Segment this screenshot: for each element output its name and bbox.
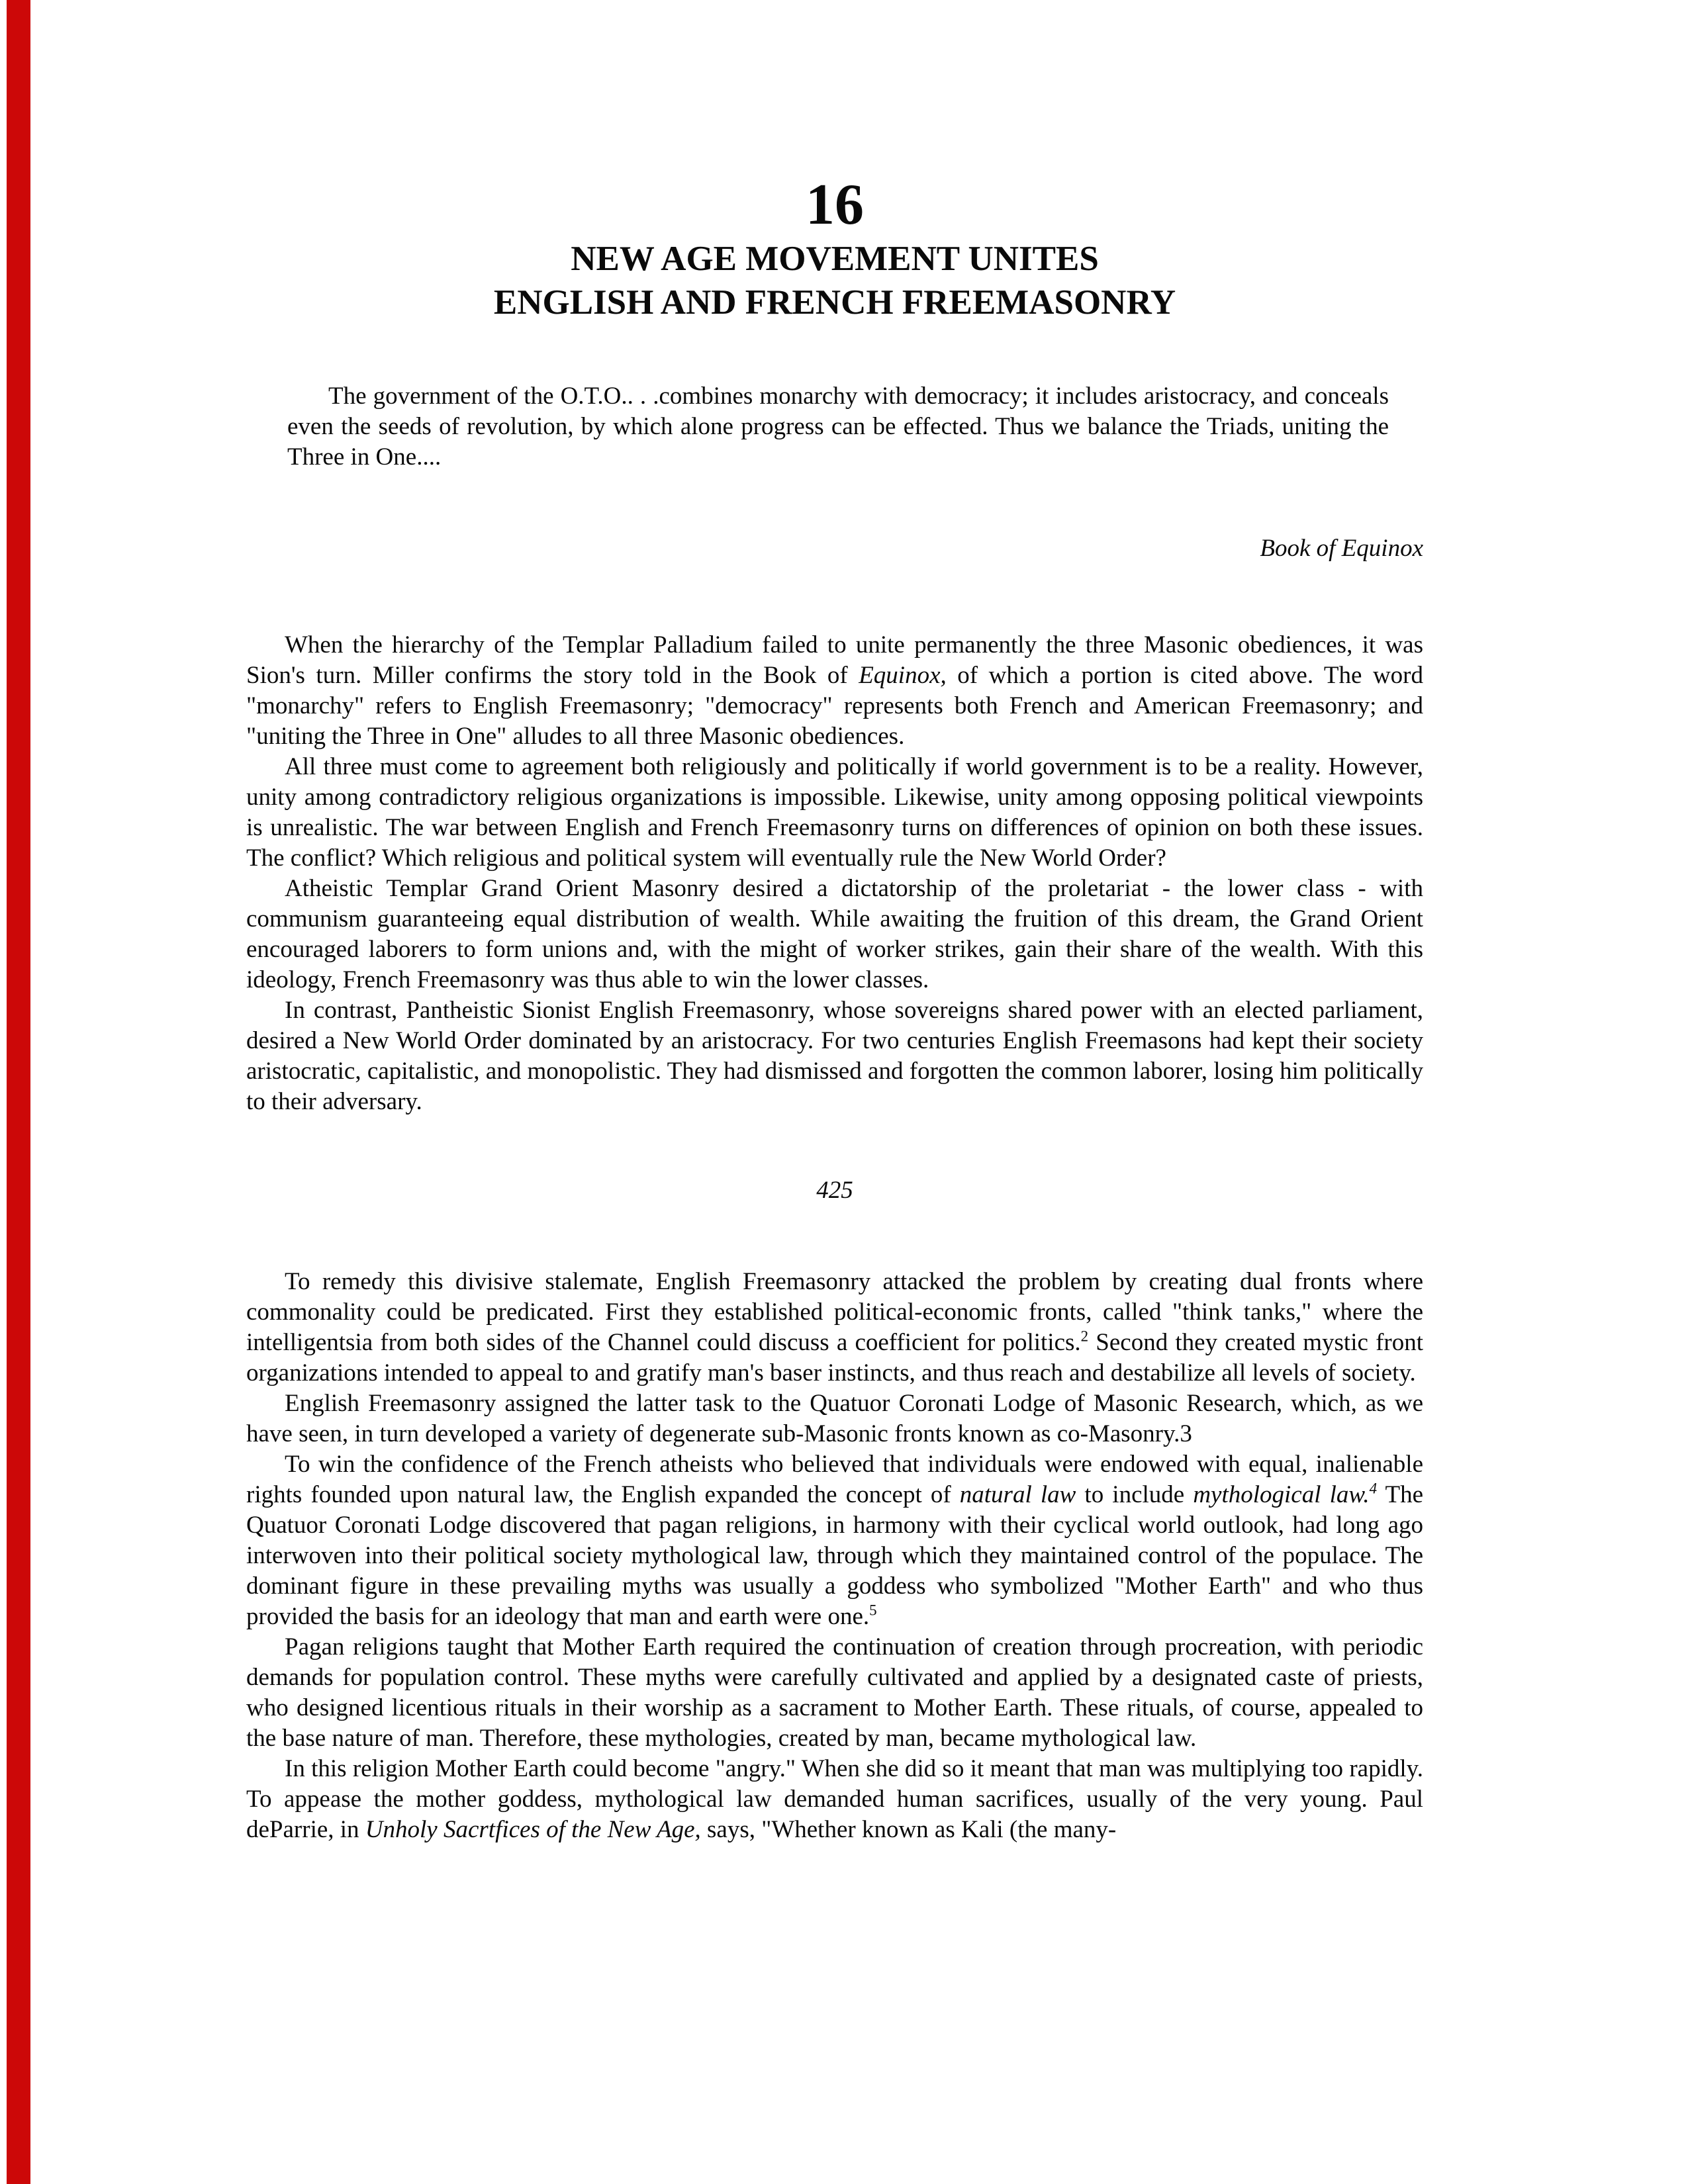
text-run: To win the confidence of the French atheists who believed that individuals were endowed with equal, inalienable rights founded upon natural law, the English expanded the concept of (246, 1451, 1423, 1508)
text-run: Second they created mystic front organizations intended to appeal to and gratify man's baser instincts, and thus reach and destabilize all levels of society. (246, 1329, 1424, 1387)
text-run: Pagan religions taught that Mother Earth required the continuation of creation through procreation, with periodic demands for population control. These myths were carefully cultivated and applied by a designated caste of priests, who designed licentious rituals in their worship as a sacrament to Mother Earth. These rituals, of course, appealed to the base nature of man. Therefore, these mythologies, created by man, became mythological law. (246, 1633, 1423, 1752)
text-run: The Quatuor Coronati Lodge discovered that pagan religions, in harmony with their cyclical world outlook, had long ago interwoven into their political society mythological law, through which they maintained control of the populace. The dominant figure in these prevailing myths was usually a goddess who symbolized "Mother Earth" and who thus provided the basis for an ideology that man and earth were one. (246, 1481, 1424, 1630)
text-run: Unholy Sacrtfices of the New Age, (365, 1816, 701, 1843)
paragraph (246, 1754, 1423, 1845)
text-run: says, "Whether known as Kali (the many- (700, 1816, 1117, 1843)
text-run: When the hierarchy of the Templar Palladium failed to unite permanently the three Masonic obediences, it was Sion's turn. Miller confirms the story told in the Book of (246, 631, 1423, 689)
text-run: English Freemasonry assigned the latter task to the Quatuor Coronati Lodge of Masonic Research, which, as we have seen, in turn developed a variety of degenerate sub-Masonic fronts known as co-Masonry.3 (246, 1390, 1423, 1447)
text-run: mythological law. (1193, 1481, 1370, 1508)
text-run: of which a portion is cited above. The word "monarchy" refers to English Freemasonry; "democracy" represents both French and American Freemasonry; and "uniting the Three in One" alludes to all three Masonic obediences. (246, 662, 1423, 750)
body-section-bottom (246, 1267, 1423, 1845)
chapter-title-line2: ENGLISH AND FRENCH FREEMASONRY (493, 283, 1176, 322)
chapter-number: 16 (806, 173, 864, 237)
text-run: In this religion Mother Earth could become "angry." When she did so it meant that man was multiplying too rapidly. To appease the mother goddess, mythological law demanded human sacrifices, usually of the very young. Paul deParrie, in (246, 1755, 1423, 1843)
paragraph (246, 752, 1423, 874)
paragraph (246, 1449, 1423, 1632)
text-run: In contrast, Pantheistic Sionist English Freemasonry, whose sovereigns shared power with an elected parliament, desired a New World Order dominated by an aristocracy. For two centuries English Freemasons had kept their society aristocratic, capitalistic, and monopolistic. They had dismissed and forgotten the common laborer, losing him politically to their adversary. (246, 997, 1423, 1115)
text-run: 5 (869, 1602, 877, 1619)
text-run: to include (1076, 1481, 1194, 1508)
text-run: To remedy this divisive stalemate, English Freemasonry attacked the problem by creating dual fronts where commonality could be predicated. First they established political-economic fronts, called "think tanks," where the intelligentsia from both sides of the Channel could discuss a coefficient for politics. (246, 1268, 1423, 1356)
paragraph (246, 1388, 1423, 1449)
paragraph (246, 1632, 1423, 1754)
body-section-top (246, 630, 1423, 1117)
text-run: 4 (1369, 1480, 1378, 1497)
paragraph (246, 1267, 1423, 1388)
paragraph (246, 995, 1423, 1117)
text-run: natural law (959, 1481, 1076, 1508)
text-run: All three must come to agreement both religiously and politically if world government is to be a reality. However, unity among contradictory religious organizations is impossible. Likewise, unity among opposing political viewpoints is unrealistic. The war between English and French Freemasonry turns on differences of opinion on both these issues. The conflict? Which religious and political system will eventually rule the New World Order? (246, 753, 1423, 872)
epigraph-attribution: Book of Equinox (1260, 535, 1423, 562)
text-run: Equinox, (859, 662, 947, 689)
page-content (246, 173, 1423, 1845)
page-number: 425 (816, 1177, 853, 1204)
text-run: Atheistic Templar Grand Orient Masonry desired a dictatorship of the proletariat - the lower class - with communism guaranteeing equal distribution of wealth. While awaiting the fruition of this dream, the Grand Orient encouraged laborers to form unions and, with the might of worker strikes, gain their share of the wealth. With this ideology, French Freemasonry was thus able to win the lower classes. (246, 875, 1423, 993)
epigraph-quote: The government of the O.T.O.. . .combines monarchy with democracy; it includes aristocracy, and conceals even the seeds of revolution, by which alone progress can be effected. Thus we balance the Triads, uniting the Three in One.... (287, 383, 1389, 471)
left-margin-stripe (7, 0, 30, 2184)
paragraph (246, 874, 1423, 995)
text-run: 2 (1080, 1328, 1089, 1345)
chapter-title-line1: NEW AGE MOVEMENT UNITES (571, 240, 1099, 278)
paragraph (246, 630, 1423, 752)
